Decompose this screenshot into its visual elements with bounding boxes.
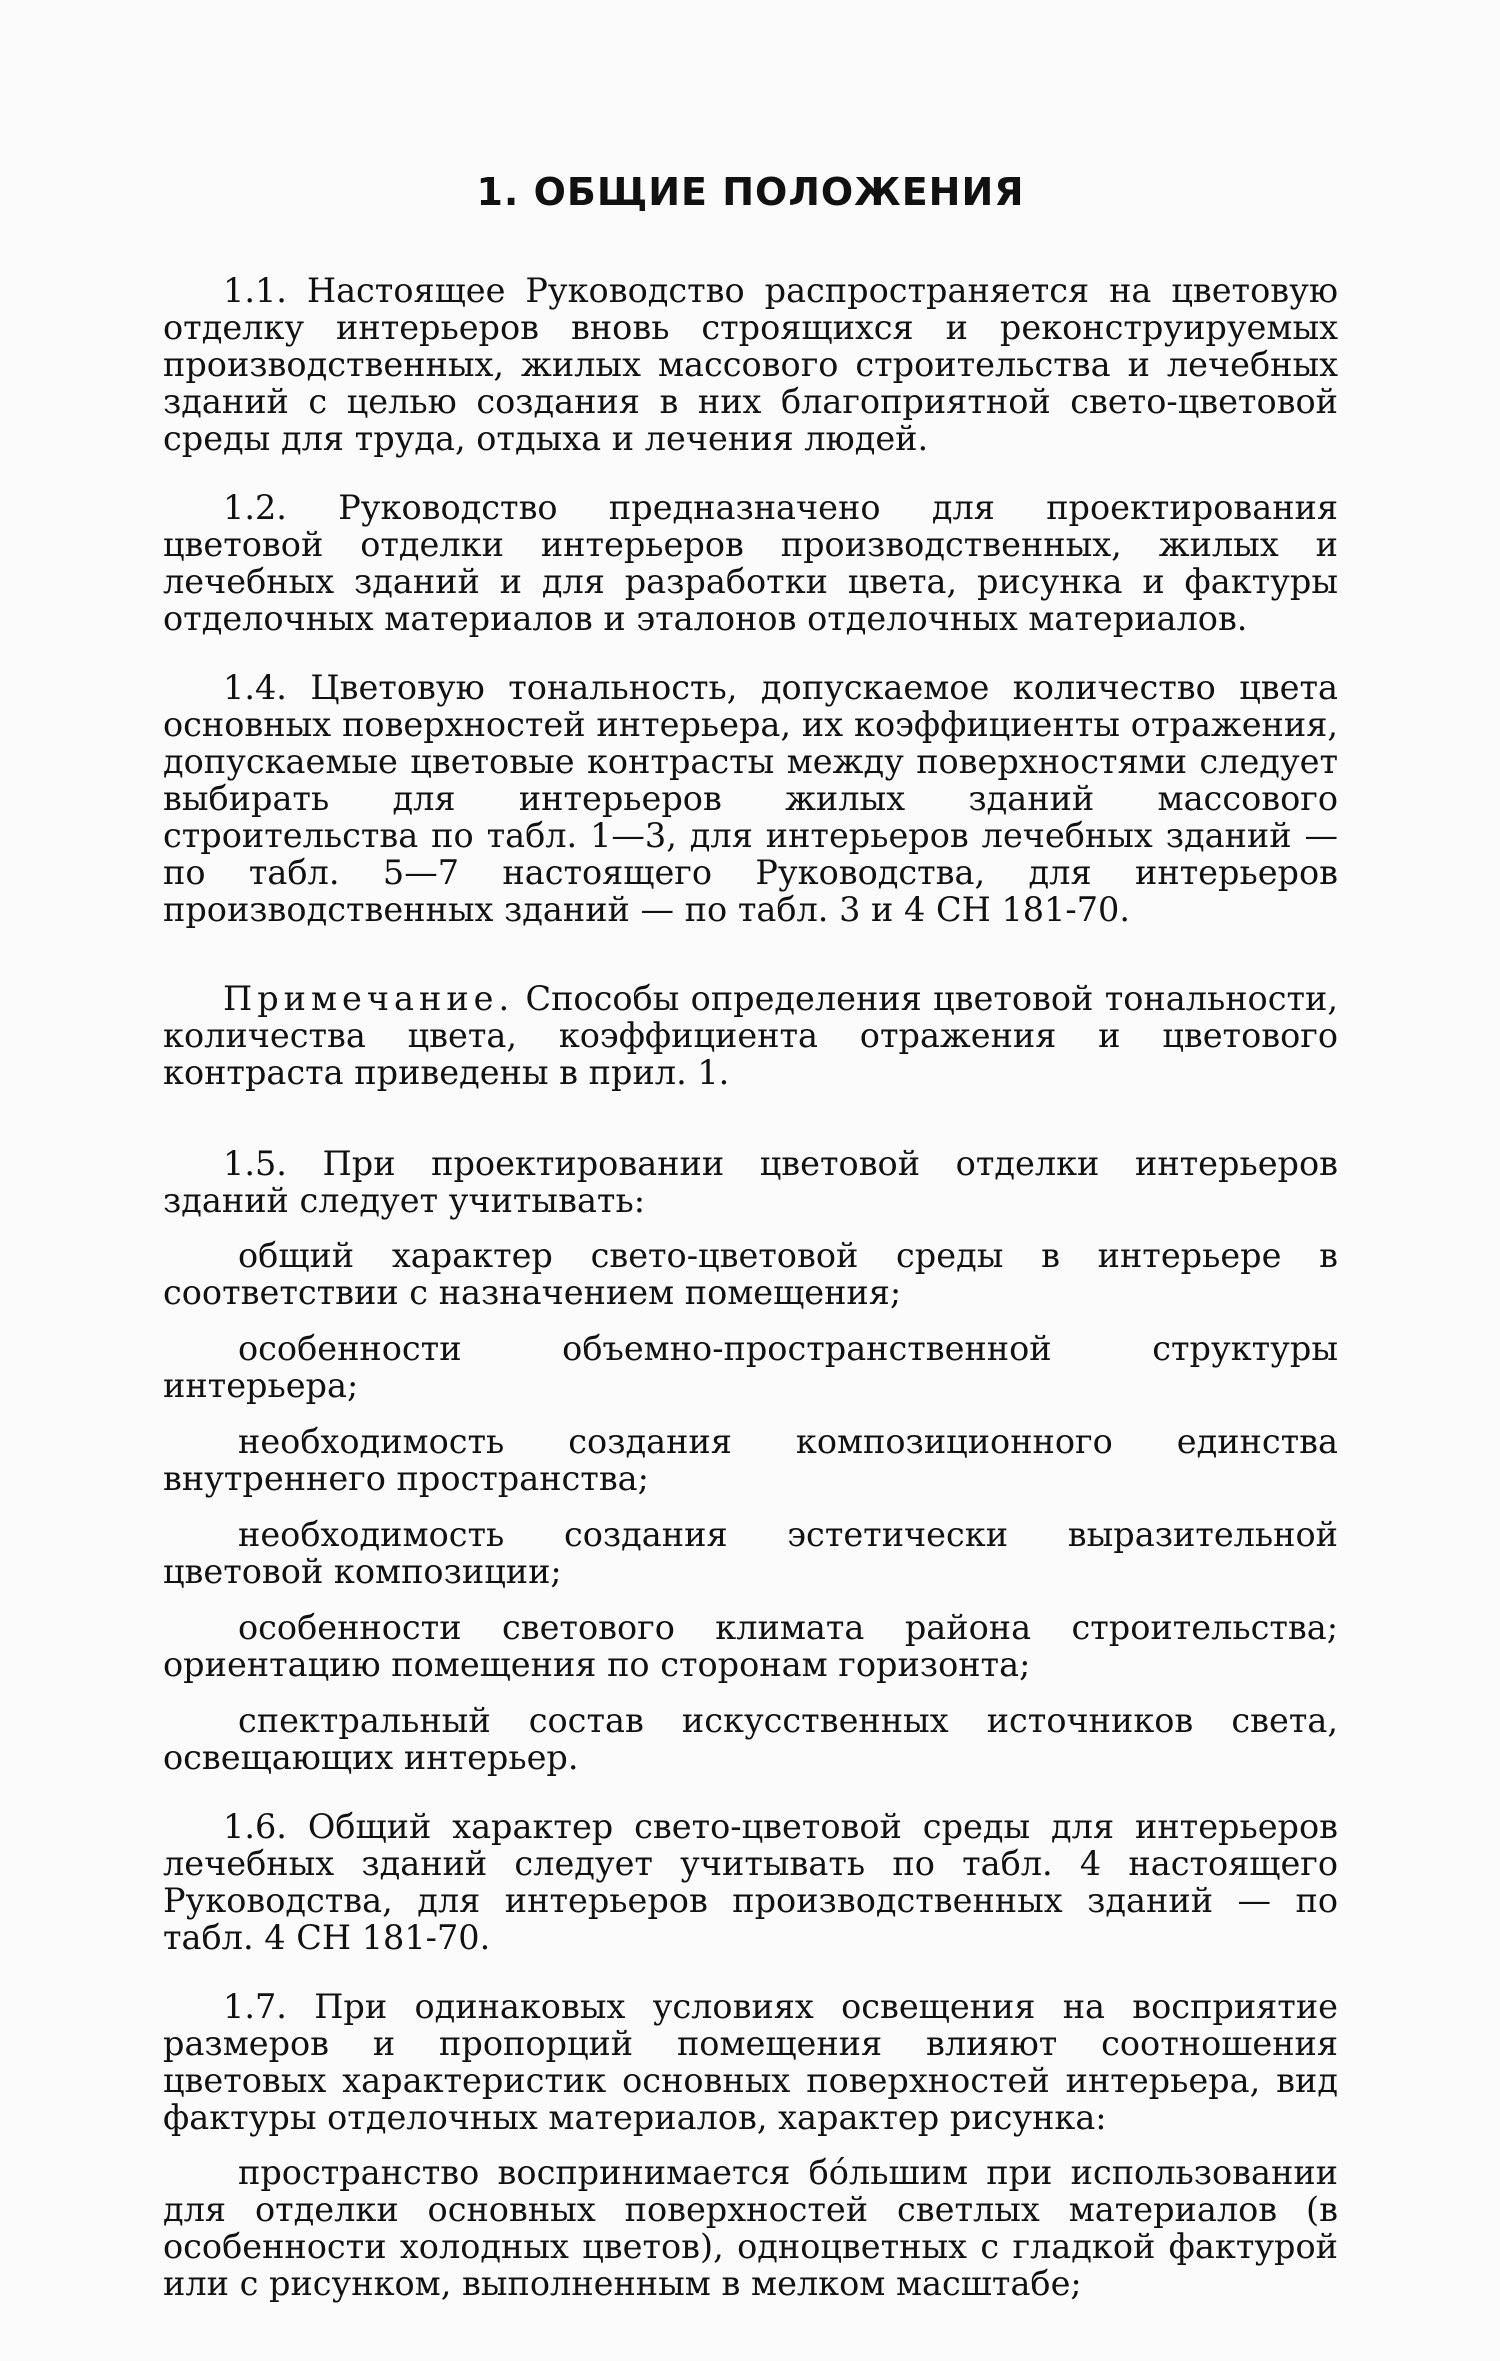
list-item: особенности светового климата района строительства; ориентацию помещения по сторонам горизонта; bbox=[163, 1607, 1338, 1684]
paragraph-1-7: 1.7. При одинаковых условиях освещения на восприятие размеров и пропорций помещения влияют соотношения цветовых характеристик основных поверхностей интерьера, вид фактуры отделочных материалов, характер рисунка: bbox=[163, 1986, 1338, 2137]
paragraph-1-1: 1.1. Настоящее Руководство распространяется на цветовую отделку интерьеров вновь строящихся и реконструируемых производственных, жилых массового строительства и лечебных зданий с целью создания в них благоприятной свето-цветовой среды для труда, отдыха и лечения людей. bbox=[163, 270, 1338, 458]
section-heading: 1. ОБЩИЕ ПОЛОЖЕНИЯ bbox=[476, 170, 1025, 214]
note-paragraph bbox=[163, 980, 1338, 1091]
list-item: необходимость создания композиционного единства внутреннего пространства; bbox=[163, 1421, 1338, 1498]
page-content bbox=[163, 170, 1338, 2321]
paragraph-1-2: 1.2. Руководство предназначено для проектирования цветовой отделки интерьеров производственных, жилых и лечебных зданий и для разработки цвета, рисунка и фактуры отделочных материалов и эталонов отделочных материалов. bbox=[163, 487, 1338, 638]
list-item: общий характер свето-цветовой среды в интерьере в соответствии с назначением помещения; bbox=[163, 1235, 1338, 1312]
note-label: Примечание. bbox=[223, 978, 515, 1018]
paragraph-1-4: 1.4. Цветовую тональность, допускаемое количество цвета основных поверхностей интерьера, их коэффициенты отражения, допускаемые цветовые контрасты между поверхностями следует выбирать для интерьеров жилых зданий массового строительства по табл. 1—3, для интерьеров лечебных зданий — по табл. 5—7 настоящего Руководства, для интерьеров производственных зданий — по табл. 3 и 4 СН 181-70. bbox=[163, 667, 1338, 929]
list-item: особенности объемно-пространственной структуры интерьера; bbox=[163, 1328, 1338, 1405]
paragraph-1-6: 1.6. Общий характер свето-цветовой среды для интерьеров лечебных зданий следует учитывать по табл. 4 настоящего Руководства, для интерьеров производственных зданий — по табл. 4 СН 181-70. bbox=[163, 1806, 1338, 1957]
paragraph-1-5: 1.5. При проектировании цветовой отделки интерьеров зданий следует учитывать: bbox=[163, 1143, 1338, 1220]
note-text: Способы определения цветовой тональности, количества цвета, коэффициента отражения и цветового контраста приведены в прил. 1. bbox=[163, 978, 1338, 1092]
list-item: пространство воспринимается бóльшим при использовании для отделки основных поверхностей светлых материалов (в особенности холодных цветов), одноцветных с гладкой фактурой или с рисунком, выполненным в мелком масштабе; bbox=[163, 2152, 1338, 2303]
list-item: спектральный состав искусственных источников света, освещающих интерьер. bbox=[163, 1700, 1338, 1777]
list-item: необходимость создания эстетически выразительной цветовой композиции; bbox=[163, 1514, 1338, 1591]
